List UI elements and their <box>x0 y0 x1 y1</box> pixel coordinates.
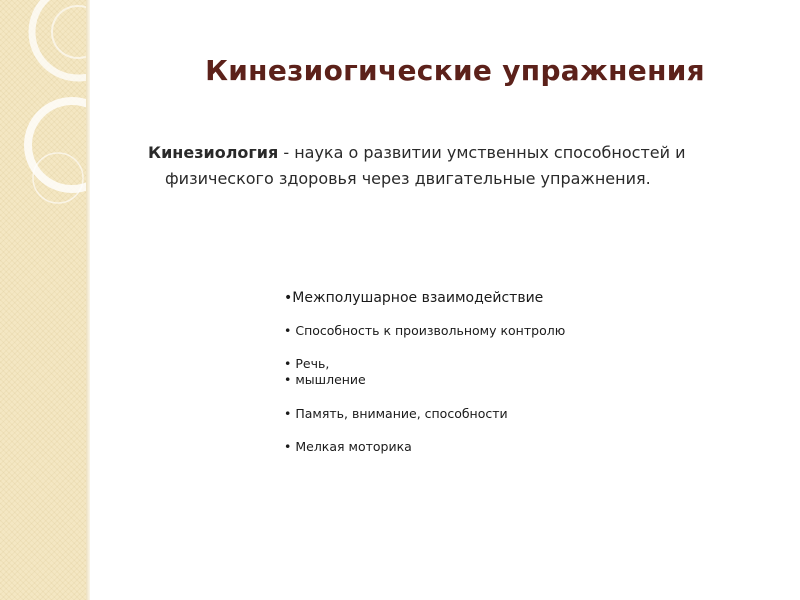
ring-large-inner <box>52 6 86 58</box>
slide-title: Кинезиогические упражнения <box>205 54 705 87</box>
bullet-item-thinking: • мышление <box>284 372 366 387</box>
definition-paragraph <box>148 140 768 192</box>
bullet-item-fine-motor: • Мелкая моторика <box>284 439 412 454</box>
decorative-sidebar <box>0 0 86 600</box>
definition-text-line2: физического здоровья через двигательные упражнения. <box>165 169 651 188</box>
bullet-item-interhemispheric: •Межполушарное взаимодействие <box>284 290 544 306</box>
bullet-item-memory-attention: • Память, внимание, способности <box>284 406 508 421</box>
bullet-item-speech: • Речь, <box>284 356 330 371</box>
bullet-item-voluntary-control: • Способность к произвольному контролю <box>284 323 566 338</box>
definition-term: Кинезиология <box>148 143 279 162</box>
decorative-rings <box>0 0 86 600</box>
definition-text-line1: - наука о развитии умственных способностей и <box>278 143 686 162</box>
sidebar-edge <box>86 0 90 600</box>
bullet-list <box>284 290 744 455</box>
ring-middle <box>28 101 86 189</box>
